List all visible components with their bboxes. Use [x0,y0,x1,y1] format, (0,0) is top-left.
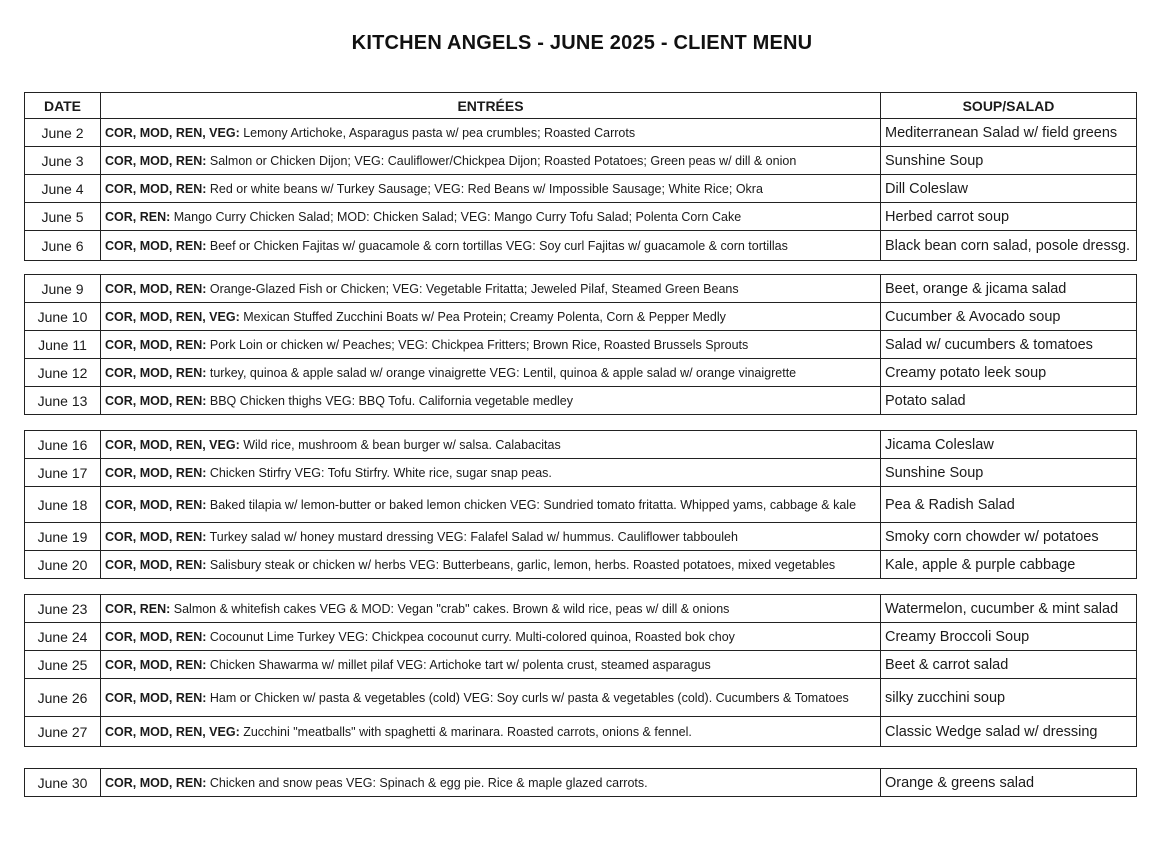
entree-cell [101,303,881,331]
date-cell: June 26 [25,679,101,717]
entree-cell [101,203,881,231]
entree-text: Salmon & whitefish cakes VEG & MOD: Vegan "crab" cakes. Brown & wild rice, peas w/ dill & onions [170,601,730,616]
entree-text: Wild rice, mushroom & bean burger w/ salsa. Calabacitas [239,437,561,452]
date-cell: June 20 [25,551,101,579]
entree-cell [101,359,881,387]
diet-codes: COR, MOD, REN: [105,657,207,672]
entree-cell [101,523,881,551]
diet-codes: COR, MOD, REN: [105,629,207,644]
entree-text: Chicken Stirfry VEG: Tofu Stirfry. White rice, sugar snap peas. [206,465,552,480]
table-row [25,231,1137,261]
entree-text: BBQ Chicken thighs VEG: BBQ Tofu. California vegetable medley [206,393,574,408]
table-row [25,551,1137,579]
entree-text: Lemony Artichoke, Asparagus pasta w/ pea crumbles; Roasted Carrots [239,125,636,140]
diet-codes: COR, MOD, REN: [105,775,207,790]
date-cell: June 13 [25,387,101,415]
diet-codes: COR, MOD, REN, VEG: [105,437,240,452]
soup-cell: Classic Wedge salad w/ dressing [881,717,1137,747]
entree-cell [101,231,881,261]
diet-codes: COR, MOD, REN: [105,238,207,253]
entree-text: Cocounut Lime Turkey VEG: Chickpea cocounut curry. Multi-colored quinoa, Roasted bok choy [206,629,735,644]
diet-codes: COR, MOD, REN: [105,529,207,544]
table-row [25,147,1137,175]
entree-text: Turkey salad w/ honey mustard dressing VEG: Falafel Salad w/ hummus. Cauliflower tabbouleh [206,529,738,544]
table-row [25,651,1137,679]
table-row [25,303,1137,331]
date-cell: June 11 [25,331,101,359]
diet-codes: COR, REN: [105,601,171,616]
soup-cell: Salad w/ cucumbers & tomatoes [881,331,1137,359]
entree-cell [101,431,881,459]
entree-cell [101,459,881,487]
table-row [25,487,1137,523]
entree-cell [101,119,881,147]
date-cell: June 9 [25,275,101,303]
header-row [25,93,1137,119]
soup-cell: Dill Coleslaw [881,175,1137,203]
table-row [25,275,1137,303]
week-block-4 [24,594,1136,747]
soup-cell: Cucumber & Avocado soup [881,303,1137,331]
diet-codes: COR, MOD, REN: [105,557,207,572]
table-row [25,431,1137,459]
soup-cell: Kale, apple & purple cabbage [881,551,1137,579]
table-row [25,331,1137,359]
entree-text: Red or white beans w/ Turkey Sausage; VEG: Red Beans w/ Impossible Sausage; White Rice; Okra [206,181,763,196]
date-cell: June 12 [25,359,101,387]
soup-cell: Creamy Broccoli Soup [881,623,1137,651]
date-cell: June 27 [25,717,101,747]
entree-cell [101,487,881,523]
week-block-3 [24,430,1136,579]
date-cell: June 25 [25,651,101,679]
week-block-5 [24,768,1136,797]
table-row [25,459,1137,487]
table-row [25,119,1137,147]
entree-text: turkey, quinoa & apple salad w/ orange vinaigrette VEG: Lentil, quinoa & apple salad w/ orange vinaigrette [206,365,797,380]
menu-table-week-3 [24,430,1137,579]
entree-text: Orange-Glazed Fish or Chicken; VEG: Vegetable Fritatta; Jeweled Pilaf, Steamed Green Beans [206,281,739,296]
diet-codes: COR, MOD, REN: [105,337,207,352]
diet-codes: COR, REN: [105,209,171,224]
entree-text: Mango Curry Chicken Salad; MOD: Chicken Salad; VEG: Mango Curry Tofu Salad; Polenta Corn Cake [170,209,742,224]
soup-cell: Creamy potato leek soup [881,359,1137,387]
table-row [25,623,1137,651]
entree-cell [101,769,881,797]
soup-cell: silky zucchini soup [881,679,1137,717]
entree-text: Pork Loin or chicken w/ Peaches; VEG: Chickpea Fritters; Brown Rice, Roasted Brussels Sprouts [206,337,749,352]
table-row [25,595,1137,623]
soup-cell: Sunshine Soup [881,147,1137,175]
entree-text: Baked tilapia w/ lemon-butter or baked lemon chicken VEG: Sundried tomato fritatta. Whipped yams, cabbage & kale [206,497,857,512]
soup-cell: Jicama Coleslaw [881,431,1137,459]
entree-text: Zucchini "meatballs" with spaghetti & marinara. Roasted carrots, onions & fennel. [239,724,692,739]
entree-cell [101,679,881,717]
menu-table-week-2 [24,274,1137,415]
entree-text: Ham or Chicken w/ pasta & vegetables (cold) VEG: Soy curls w/ pasta & vegetables (cold). Cucumbers & Tomatoes [206,690,849,705]
diet-codes: COR, MOD, REN, VEG: [105,125,240,140]
diet-codes: COR, MOD, REN: [105,690,207,705]
date-cell: June 17 [25,459,101,487]
entree-text: Chicken and snow peas VEG: Spinach & egg pie. Rice & maple glazed carrots. [206,775,648,790]
soup-cell: Mediterranean Salad w/ field greens [881,119,1137,147]
diet-codes: COR, MOD, REN, VEG: [105,724,240,739]
page-title: KITCHEN ANGELS - JUNE 2025 - CLIENT MENU [351,32,813,54]
date-cell: June 30 [25,769,101,797]
week-block-1 [24,92,1136,261]
date-cell: June 6 [25,231,101,261]
week-block-2 [24,274,1136,415]
entree-text: Beef or Chicken Fajitas w/ guacamole & corn tortillas VEG: Soy curl Fajitas w/ guacamole & corn tortillas [206,238,788,253]
soup-cell: Beet & carrot salad [881,651,1137,679]
diet-codes: COR, MOD, REN: [105,153,207,168]
date-cell: June 4 [25,175,101,203]
entree-cell [101,623,881,651]
entree-cell [101,175,881,203]
table-row [25,679,1137,717]
table-row [25,717,1137,747]
entree-cell [101,275,881,303]
diet-codes: COR, MOD, REN: [105,465,207,480]
soup-cell: Orange & greens salad [881,769,1137,797]
diet-codes: COR, MOD, REN: [105,281,207,296]
entree-cell [101,387,881,415]
menu-table-week-4 [24,594,1137,747]
menu-table-week-1 [24,92,1137,261]
diet-codes: COR, MOD, REN: [105,393,207,408]
entree-cell [101,651,881,679]
table-row [25,387,1137,415]
date-cell: June 19 [25,523,101,551]
date-cell: June 5 [25,203,101,231]
entrees-header: ENTRÉES [101,93,881,119]
table-row [25,175,1137,203]
soup-cell: Smoky corn chowder w/ potatoes [881,523,1137,551]
date-cell: June 23 [25,595,101,623]
entree-cell [101,717,881,747]
soup-cell: Watermelon, cucumber & mint salad [881,595,1137,623]
diet-codes: COR, MOD, REN: [105,497,207,512]
entree-cell [101,551,881,579]
entree-cell [101,147,881,175]
entree-text: Mexican Stuffed Zucchini Boats w/ Pea Protein; Creamy Polenta, Corn & Pepper Medly [239,309,726,324]
diet-codes: COR, MOD, REN, VEG: [105,309,240,324]
entree-text: Salisbury steak or chicken w/ herbs VEG: Butterbeans, garlic, lemon, herbs. Roasted potatoes, mixed vegetables [206,557,836,572]
menu-table-week-5 [24,768,1137,797]
soup-cell: Beet, orange & jicama salad [881,275,1137,303]
date-header: DATE [25,93,101,119]
date-cell: June 18 [25,487,101,523]
table-row [25,203,1137,231]
soup-cell: Pea & Radish Salad [881,487,1137,523]
entree-text: Chicken Shawarma w/ millet pilaf VEG: Artichoke tart w/ polenta crust, steamed asparagus [206,657,711,672]
soup-cell: Black bean corn salad, posole dressg. [881,231,1137,261]
diet-codes: COR, MOD, REN: [105,181,207,196]
table-row [25,359,1137,387]
table-row [25,769,1137,797]
soup-header: SOUP/SALAD [881,93,1137,119]
table-row [25,523,1137,551]
date-cell: June 24 [25,623,101,651]
date-cell: June 10 [25,303,101,331]
soup-cell: Potato salad [881,387,1137,415]
entree-text: Salmon or Chicken Dijon; VEG: Cauliflower/Chickpea Dijon; Roasted Potatoes; Green peas w/ dill & onion [206,153,797,168]
entree-cell [101,331,881,359]
soup-cell: Herbed carrot soup [881,203,1137,231]
entree-cell [101,595,881,623]
soup-cell: Sunshine Soup [881,459,1137,487]
diet-codes: COR, MOD, REN: [105,365,207,380]
date-cell: June 16 [25,431,101,459]
date-cell: June 2 [25,119,101,147]
date-cell: June 3 [25,147,101,175]
